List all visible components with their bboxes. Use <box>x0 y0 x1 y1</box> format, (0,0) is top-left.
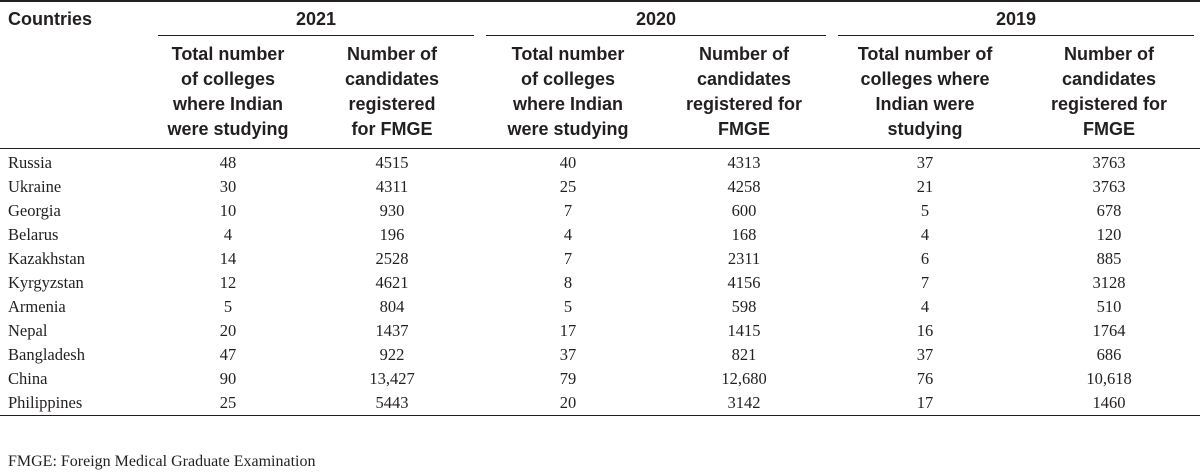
candidates-count-cell: 120 <box>1096 224 1122 244</box>
candidates-count-cell: 686 <box>1096 344 1122 364</box>
table-row <box>0 319 1200 343</box>
year-underline <box>486 35 826 36</box>
column-header-line: registered <box>348 93 436 114</box>
year-header-2020 <box>480 1 832 36</box>
colleges-count-cell: 76 <box>916 368 934 388</box>
colleges-count-cell: 4 <box>563 224 573 244</box>
colleges-count-cell: 12 <box>219 272 237 292</box>
colleges-count-cell: 90 <box>219 368 237 388</box>
candidates-count-cell: 3128 <box>1092 272 1126 292</box>
column-header-line: candidates <box>697 68 792 89</box>
column-header-line: where Indian <box>172 93 284 114</box>
colleges-count-cell: 7 <box>920 272 930 292</box>
table-row <box>0 295 1200 319</box>
table-row <box>0 175 1200 199</box>
column-header-line: candidates <box>344 68 440 89</box>
table-row <box>0 223 1200 247</box>
year-label: 2019 <box>996 8 1037 29</box>
column-header-line: Indian were <box>875 93 975 114</box>
candidates-count-cell: 196 <box>379 224 405 244</box>
candidates-count-cell: 3763 <box>1092 152 1126 172</box>
year-header-row <box>0 1 1200 36</box>
colleges-count-cell: 10 <box>219 200 237 220</box>
colleges-count-cell: 6 <box>920 248 930 268</box>
colleges-count-cell: 48 <box>219 152 237 172</box>
colleges-count-cell: 17 <box>832 391 1018 416</box>
candidates-count-cell: 2528 <box>375 248 409 268</box>
country-cell: Georgia <box>8 200 61 220</box>
year-label: 2020 <box>636 8 677 29</box>
colleges-count-cell: 21 <box>916 176 934 196</box>
candidates-count-cell: 13,427 <box>369 368 415 388</box>
year-header-2019 <box>832 1 1200 36</box>
colleges-count-cell: 20 <box>219 320 237 340</box>
column-header-line: of colleges <box>521 68 616 89</box>
table-row <box>0 367 1200 391</box>
countries-header-spacer <box>0 36 152 148</box>
candidates-count-cell: 678 <box>1096 200 1122 220</box>
countries-header: Countries <box>0 1 152 36</box>
colleges-count-cell: 4 <box>920 296 930 316</box>
column-header <box>480 36 656 148</box>
colleges-count-cell: 79 <box>559 368 577 388</box>
colleges-count-cell: 25 <box>152 391 304 416</box>
candidates-count-cell: 1415 <box>727 320 761 340</box>
table-body <box>0 148 1200 415</box>
candidates-count-cell: 1437 <box>375 320 409 340</box>
colleges-count-cell: 25 <box>559 176 577 196</box>
candidates-count-cell: 10,618 <box>1086 368 1132 388</box>
candidates-count-cell: 4515 <box>375 152 409 172</box>
colleges-count-cell: 40 <box>559 152 577 172</box>
candidates-count-cell: 4311 <box>375 176 409 196</box>
column-header-line: Total number <box>511 43 625 64</box>
country-cell: China <box>8 368 48 388</box>
country-cell: Russia <box>8 152 53 172</box>
country-cell: Nepal <box>8 320 48 340</box>
column-header-line: Total number of <box>857 43 993 64</box>
colleges-count-cell: 47 <box>219 344 237 364</box>
year-underline <box>838 35 1194 36</box>
candidates-count-cell: 3763 <box>1092 176 1126 196</box>
column-header-line: where Indian <box>513 93 624 114</box>
country-cell: Kyrgyzstan <box>8 272 84 292</box>
colleges-count-cell: 16 <box>916 320 934 340</box>
country-cell: Ukraine <box>8 176 62 196</box>
column-header-line: Total number <box>171 43 285 64</box>
column-header-line: were studying <box>507 118 629 139</box>
candidates-count-cell: 5443 <box>304 391 480 416</box>
column-header <box>304 36 480 148</box>
candidates-count-cell: 600 <box>731 200 757 220</box>
table-row <box>0 271 1200 295</box>
colleges-count-cell: 7 <box>563 248 573 268</box>
footnote: FMGE: Foreign Medical Graduate Examination <box>8 453 316 470</box>
candidates-count-cell: 510 <box>1096 296 1122 316</box>
column-header-line: colleges where <box>860 68 990 89</box>
column-header <box>1018 36 1200 148</box>
candidates-count-cell: 885 <box>1096 248 1122 268</box>
table-header <box>0 1 1200 148</box>
column-header <box>152 36 304 148</box>
table-row <box>0 247 1200 271</box>
column-header-line: were studying <box>167 118 289 139</box>
candidates-count-cell: 4621 <box>375 272 409 292</box>
candidates-count-cell: 4156 <box>727 272 761 292</box>
column-header-row <box>0 36 1200 148</box>
country-cell: Armenia <box>8 296 66 316</box>
column-header-line: registered for <box>1051 93 1168 114</box>
column-header <box>656 36 832 148</box>
colleges-count-cell: 37 <box>559 344 577 364</box>
colleges-count-cell: 8 <box>563 272 573 292</box>
column-header-line: Number of <box>699 43 790 64</box>
column-header-line: FMGE <box>1083 118 1136 139</box>
candidates-count-cell: 804 <box>379 296 405 316</box>
colleges-count-cell: 5 <box>223 296 233 316</box>
colleges-count-cell: 20 <box>480 391 656 416</box>
table-row <box>0 148 1200 175</box>
table-row <box>0 343 1200 367</box>
candidates-count-cell: 4258 <box>727 176 761 196</box>
column-header-line: for FMGE <box>351 118 433 139</box>
candidates-count-cell: 3142 <box>656 391 832 416</box>
colleges-count-cell: 4 <box>223 224 233 244</box>
column-header-line: Number of <box>347 43 437 64</box>
colleges-count-cell: 5 <box>563 296 573 316</box>
candidates-count-cell: 12,680 <box>721 368 767 388</box>
colleges-count-cell: 37 <box>916 344 934 364</box>
colleges-count-cell: 30 <box>219 176 237 196</box>
candidates-count-cell: 922 <box>379 344 405 364</box>
column-header-line: Number of <box>1064 43 1155 64</box>
year-header-2021 <box>152 1 480 36</box>
column-header-line: registered for <box>686 93 803 114</box>
candidates-count-cell: 168 <box>731 224 757 244</box>
candidates-count-cell: 1764 <box>1092 320 1126 340</box>
candidates-count-cell: 4313 <box>727 152 761 172</box>
column-header-line: of colleges <box>180 68 276 89</box>
colleges-count-cell: 4 <box>920 224 930 244</box>
table-row <box>0 199 1200 223</box>
candidates-count-cell: 930 <box>379 200 405 220</box>
candidates-count-cell: 821 <box>731 344 757 364</box>
country-cell: Belarus <box>8 224 59 244</box>
candidates-count-cell: 598 <box>731 296 757 316</box>
column-header-line: candidates <box>1062 68 1157 89</box>
candidates-count-cell: 1460 <box>1018 391 1200 416</box>
country-cell: Bangladesh <box>8 344 85 364</box>
colleges-count-cell: 37 <box>916 152 934 172</box>
column-header-line: studying <box>887 118 963 139</box>
country-cell: Kazakhstan <box>8 248 85 268</box>
colleges-count-cell: 14 <box>219 248 237 268</box>
column-header-line: FMGE <box>718 118 771 139</box>
column-header <box>832 36 1018 148</box>
candidates-count-cell: 2311 <box>727 248 761 268</box>
colleges-count-cell: 7 <box>563 200 573 220</box>
year-underline <box>158 35 474 36</box>
table-row <box>0 391 1200 416</box>
year-label: 2021 <box>295 8 337 29</box>
colleges-count-cell: 17 <box>559 320 577 340</box>
country-cell: Philippines <box>0 391 152 416</box>
colleges-count-cell: 5 <box>920 200 930 220</box>
